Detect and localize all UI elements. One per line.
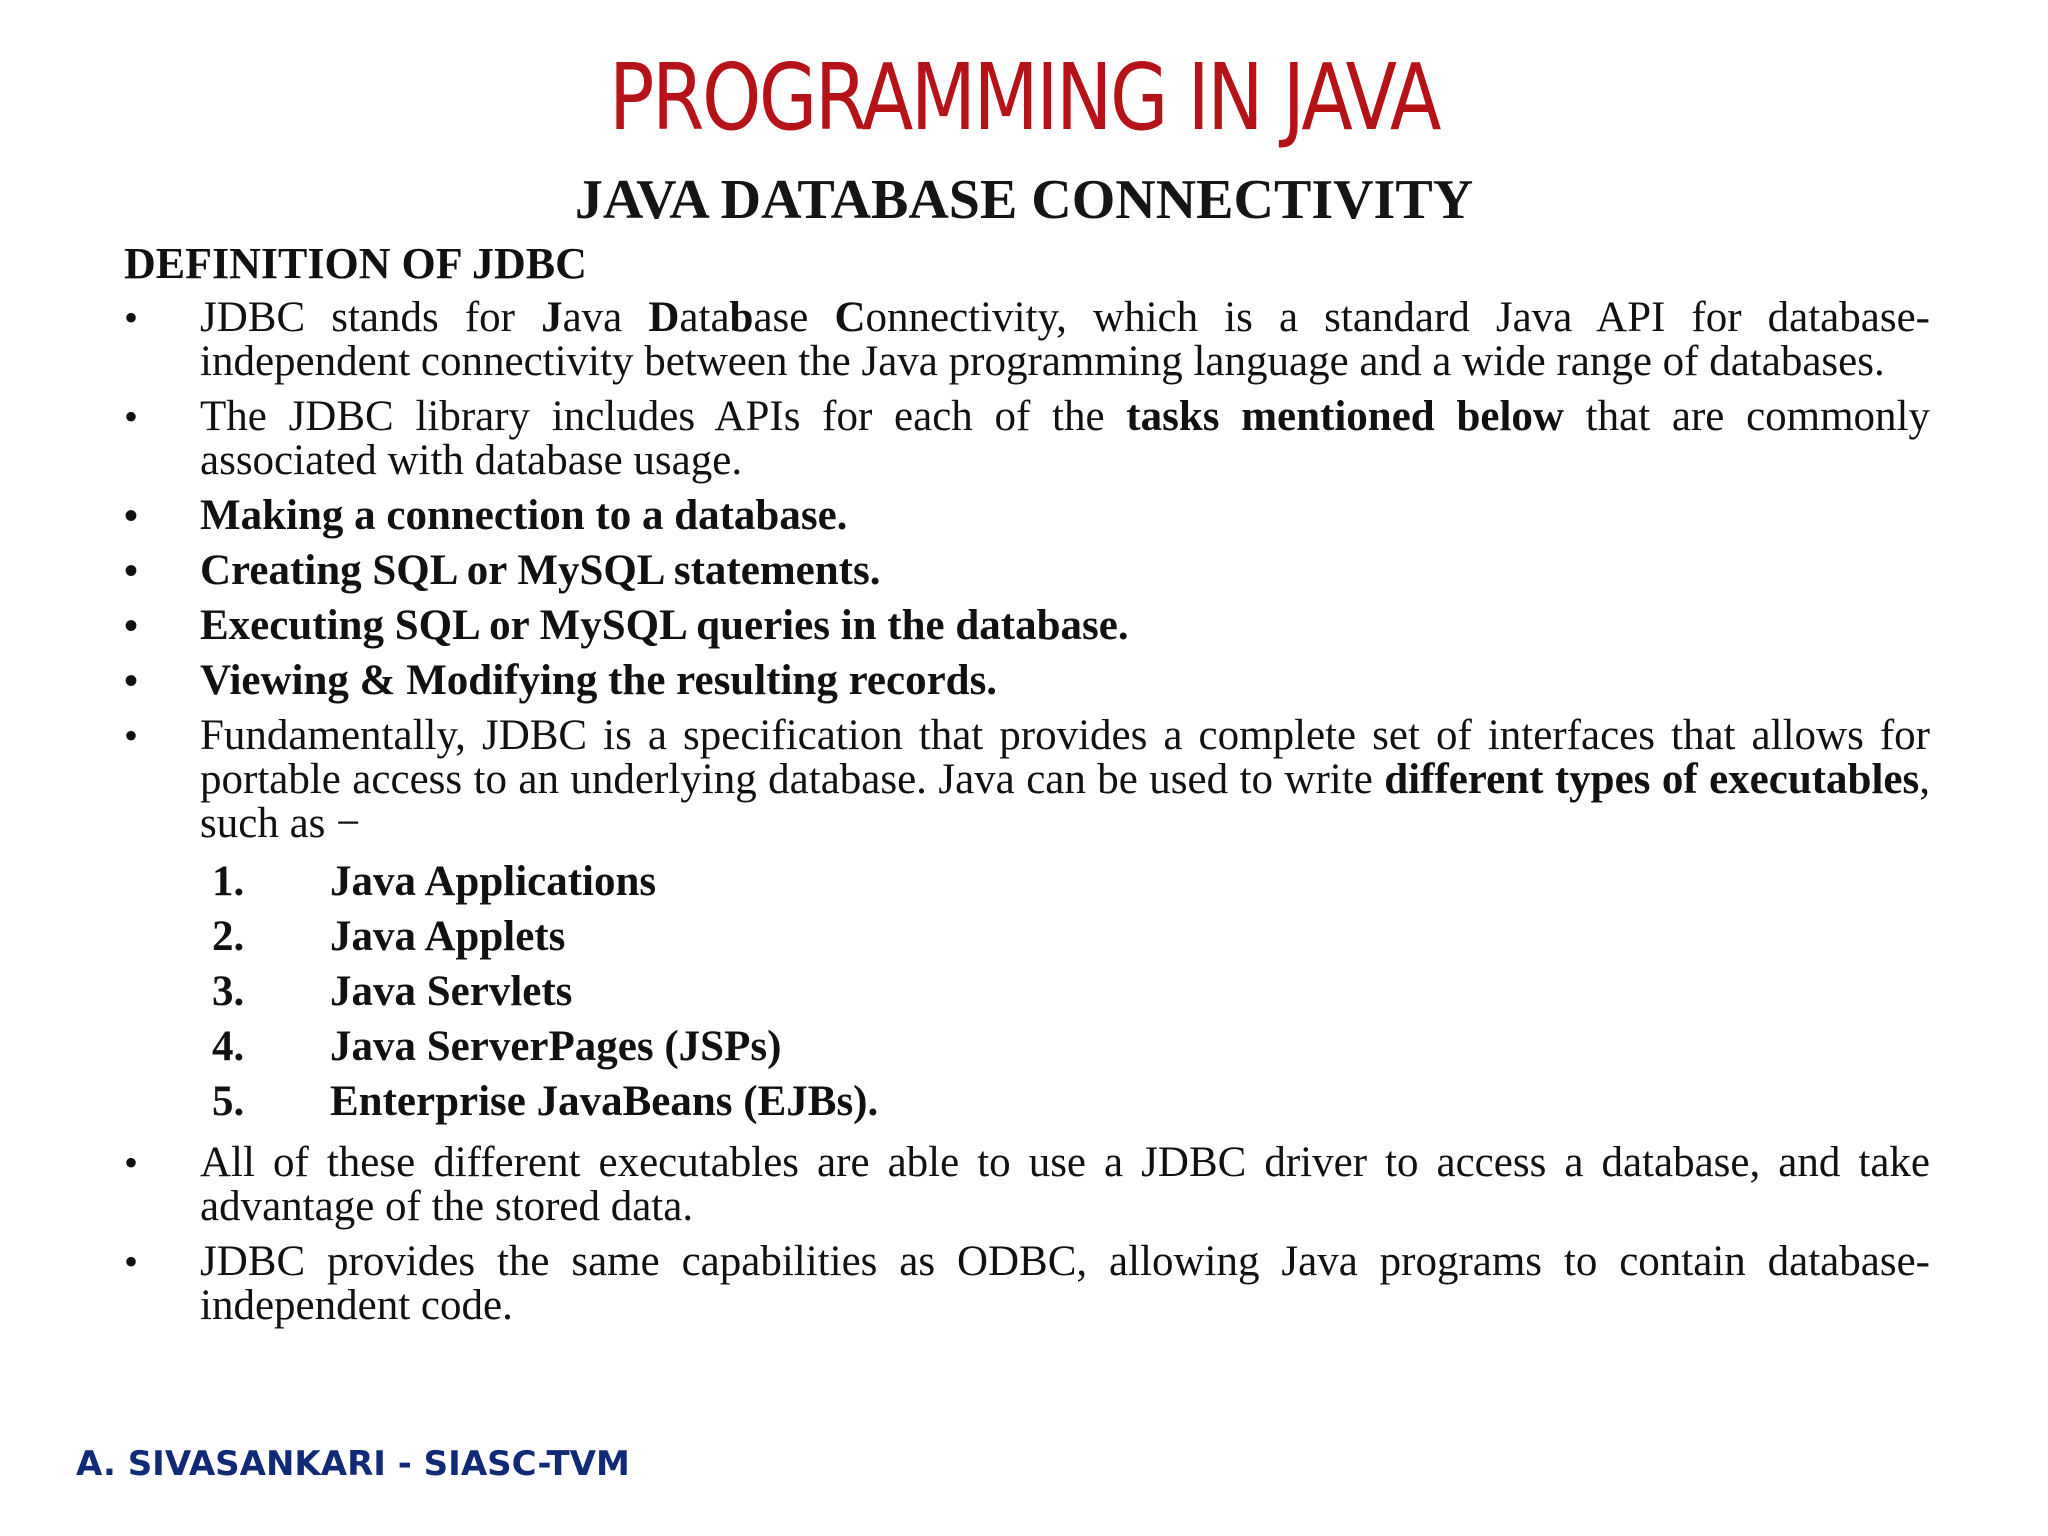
bullet-text: All of these different executables are able to use a JDBC driver to access a database, and take advantage of the stored data. [200, 1139, 1930, 1230]
text-run: ava [562, 294, 649, 341]
bullet-text: Viewing & Modifying the resulting records. [200, 657, 998, 704]
list-item [124, 1019, 1930, 1074]
bullet-marker: • [124, 713, 139, 758]
list-number: 5. [212, 1078, 245, 1125]
bullet-text: JDBC provides the same capabilities as ODBC, allowing Java programs to contain database-independent code. [200, 1238, 1930, 1329]
text-run: that are commonly associated with database usage. [200, 393, 1931, 484]
slide-subtitle: JAVA DATABASE CONNECTIVITY [574, 169, 1474, 231]
slide-content [124, 296, 1930, 1339]
text-run: JDBC stands for [200, 294, 542, 341]
bullet-text: Making a connection to a database. [200, 492, 848, 539]
footer-author: A. SIVASANKARI - SIASC-TVM [76, 1444, 630, 1484]
emphasis-run: J [541, 294, 563, 341]
section-heading: DEFINITION OF JDBC [124, 239, 587, 288]
text-run: Fundamentally, JDBC is a specification that provides a complete set of interfaces that allows for portable access to an underlying database. Java can be used to write [200, 712, 1930, 803]
slide-title: PROGRAMMING IN JAVA [608, 44, 1440, 151]
emphasis-run: C [834, 294, 866, 341]
bullet-jdbc-odbc [124, 1240, 1930, 1328]
bullet-jdbc-specification [124, 714, 1930, 846]
bullet-task-queries [124, 604, 1930, 648]
bullet-marker: • [124, 1239, 139, 1284]
emphasis-run: different types of executables [1384, 756, 1920, 803]
text-run: onnectivity, which is a standard Java API for database-independent connectivity between the Java programming language and a wide range of databases. [200, 294, 1930, 385]
emphasis-run: tasks mentioned below [1126, 393, 1564, 440]
text-run: The JDBC library includes APIs for each of the [200, 393, 1127, 440]
bullet-marker: • [124, 1140, 139, 1185]
list-text: Enterprise JavaBeans (EJBs). [330, 1078, 879, 1125]
bullet-task-connection [124, 494, 1930, 538]
list-item [124, 909, 1930, 964]
bullet-task-records [124, 659, 1930, 703]
bullet-jdbc-drivers [124, 1141, 1930, 1229]
list-number: 4. [212, 1023, 245, 1070]
list-item [124, 964, 1930, 1019]
emphasis-run: D [648, 294, 680, 341]
list-text: Java Applets [330, 913, 566, 960]
bullet-marker: • [124, 548, 139, 593]
list-number: 3. [212, 968, 245, 1015]
bullet-marker: • [124, 658, 139, 703]
list-item [124, 854, 1930, 909]
bullet-task-statements [124, 549, 1930, 593]
list-text: Java ServerPages (JSPs) [330, 1023, 782, 1070]
emphasis-run: b [729, 294, 754, 341]
bullet-text: Executing SQL or MySQL queries in the database. [200, 602, 1129, 649]
list-number: 1. [212, 858, 245, 905]
bullet-jdbc-library [124, 395, 1930, 483]
bullet-marker: • [124, 394, 139, 439]
bullet-jdbc-definition [124, 296, 1930, 384]
bullet-marker: • [124, 295, 139, 340]
list-text: Java Applications [330, 858, 657, 905]
list-number: 2. [212, 913, 245, 960]
text-run: , such as − [200, 756, 1930, 847]
text-run: ase [753, 294, 835, 341]
bullet-marker: • [124, 493, 139, 538]
executables-list [124, 854, 1930, 1129]
bullet-text: Creating SQL or MySQL statements. [200, 547, 881, 594]
list-item [124, 1074, 1930, 1129]
text-run: ata [679, 294, 730, 341]
list-text: Java Servlets [330, 968, 573, 1015]
bullet-marker: • [124, 603, 139, 648]
